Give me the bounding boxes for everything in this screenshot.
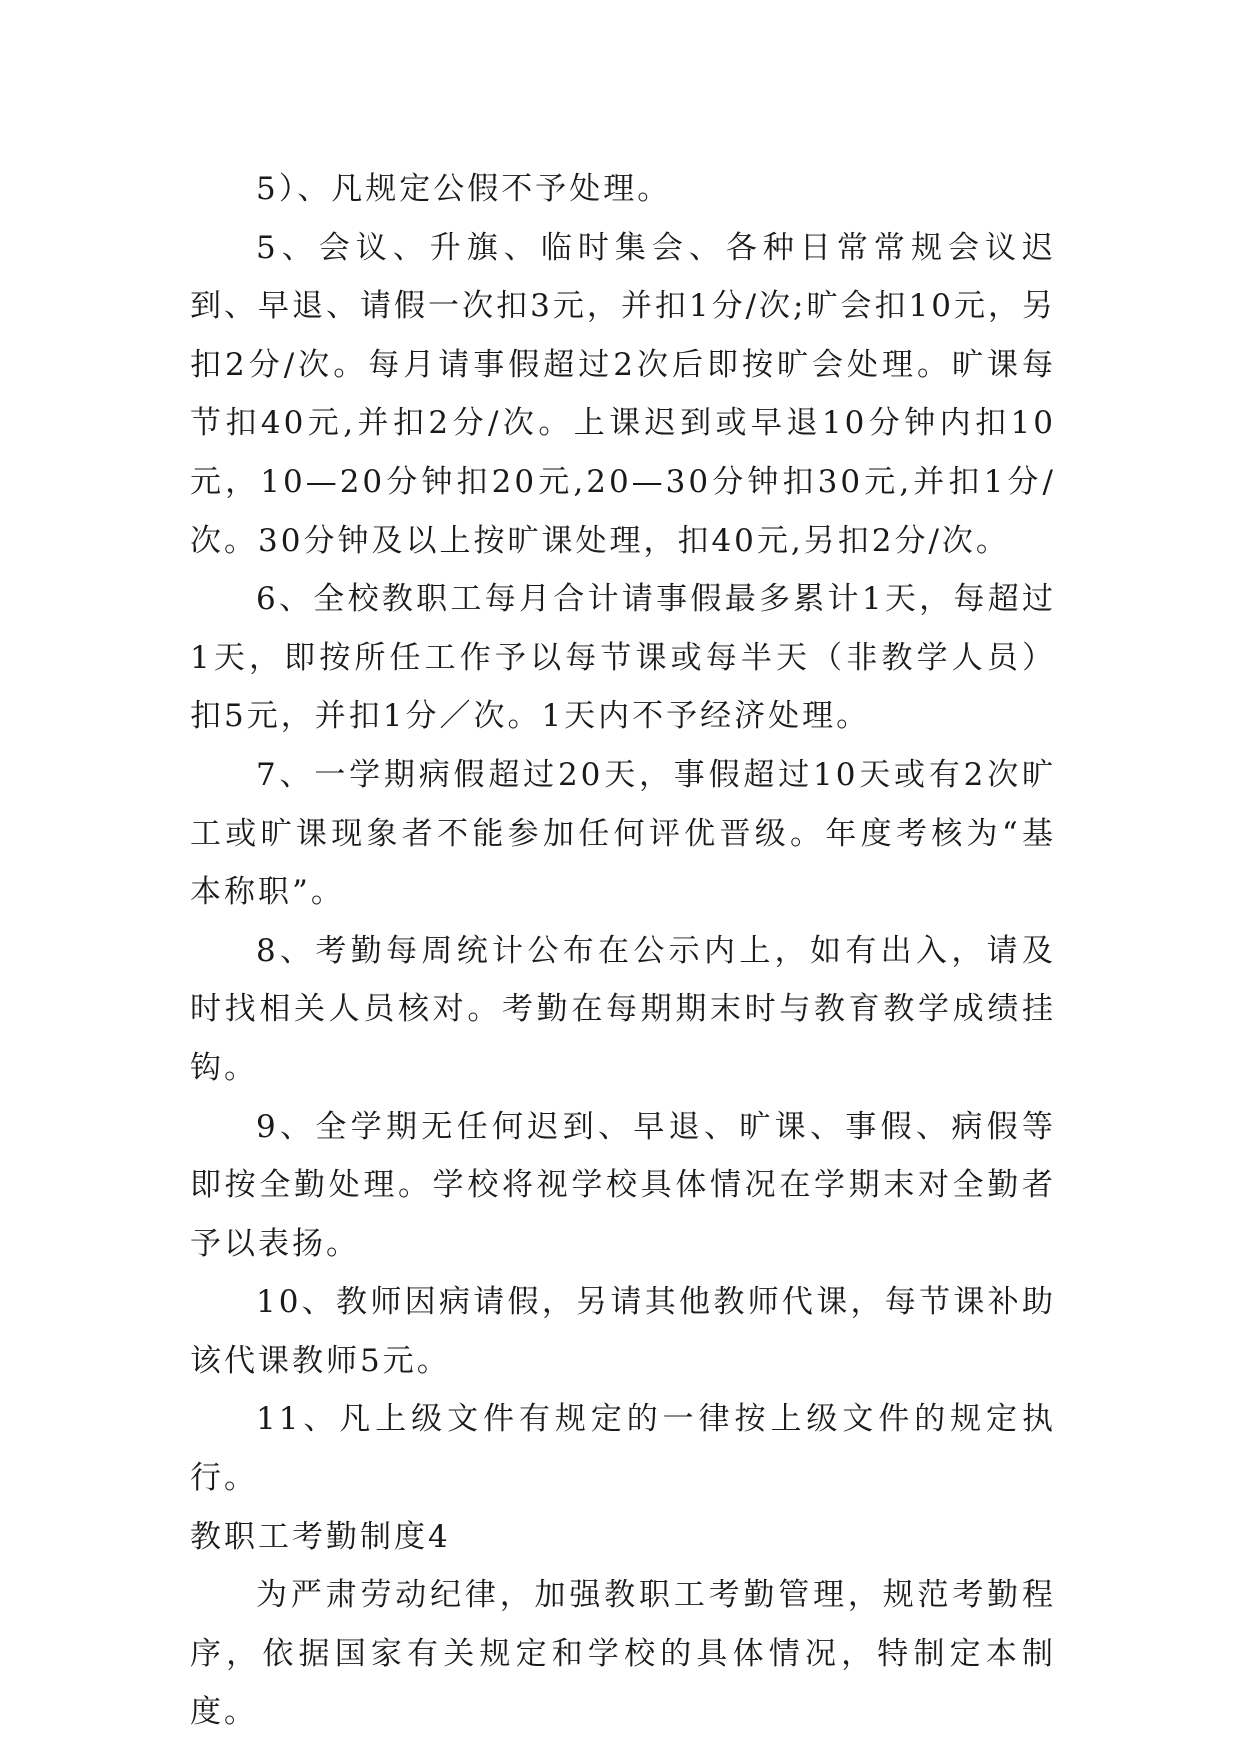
paragraph-5-sub: 5）、凡规定公假不予处理。: [256, 171, 672, 207]
paragraph-5: 5、会议、升旗、临时集会、各种日常常规会议迟到、早退、请假一次扣3元，并扣1分/次;旷会扣10元，另扣2分/次。每月请事假超过2次后即按旷会处理。旷课每节扣40元,并扣2分/次。上课迟到或早退10分钟内扣10元，10—20分钟扣20元,20—30分钟扣30元,并扣1分/次。30分钟及以上按旷课处理，扣40元,另扣2分/次。: [190, 229, 1056, 559]
section-heading: 教职工考勤制度4: [190, 1518, 451, 1555]
paragraph-8: 8、考勤每周统计公布在公示内上，如有出入，请及时找相关人员核对。考勤在每期期末时与教育教学成绩挂钩。: [190, 932, 1056, 1086]
paragraph-6: 6、全校教职工每月合计请事假最多累计1天，每超过1天，即按所任工作予以每节课或每半天（非教学人员）扣5元，并扣1分／次。1天内不予经济处理。: [190, 581, 1056, 735]
paragraph-11: 11、凡上级文件有规定的一律按上级文件的规定执行。: [190, 1401, 1056, 1497]
document-body: [190, 160, 1056, 1742]
paragraph-9: 9、全学期无任何迟到、早退、旷课、事假、病假等即按全勤处理。学校将视学校具体情况在学期末对全勤者予以表扬。: [190, 1108, 1056, 1262]
paragraph-7: 7、一学期病假超过20天，事假超过10天或有2次旷工或旷课现象者不能参加任何评优晋级。年度考核为“基本称职”。: [190, 756, 1056, 911]
paragraph-10: 10、教师因病请假，另请其他教师代课，每节课补助该代课教师5元。: [190, 1284, 1056, 1379]
intro-paragraph: 为严肃劳动纪律，加强教职工考勤管理，规范考勤程序，依据国家有关规定和学校的具体情况，特制定本制度。: [190, 1577, 1056, 1731]
